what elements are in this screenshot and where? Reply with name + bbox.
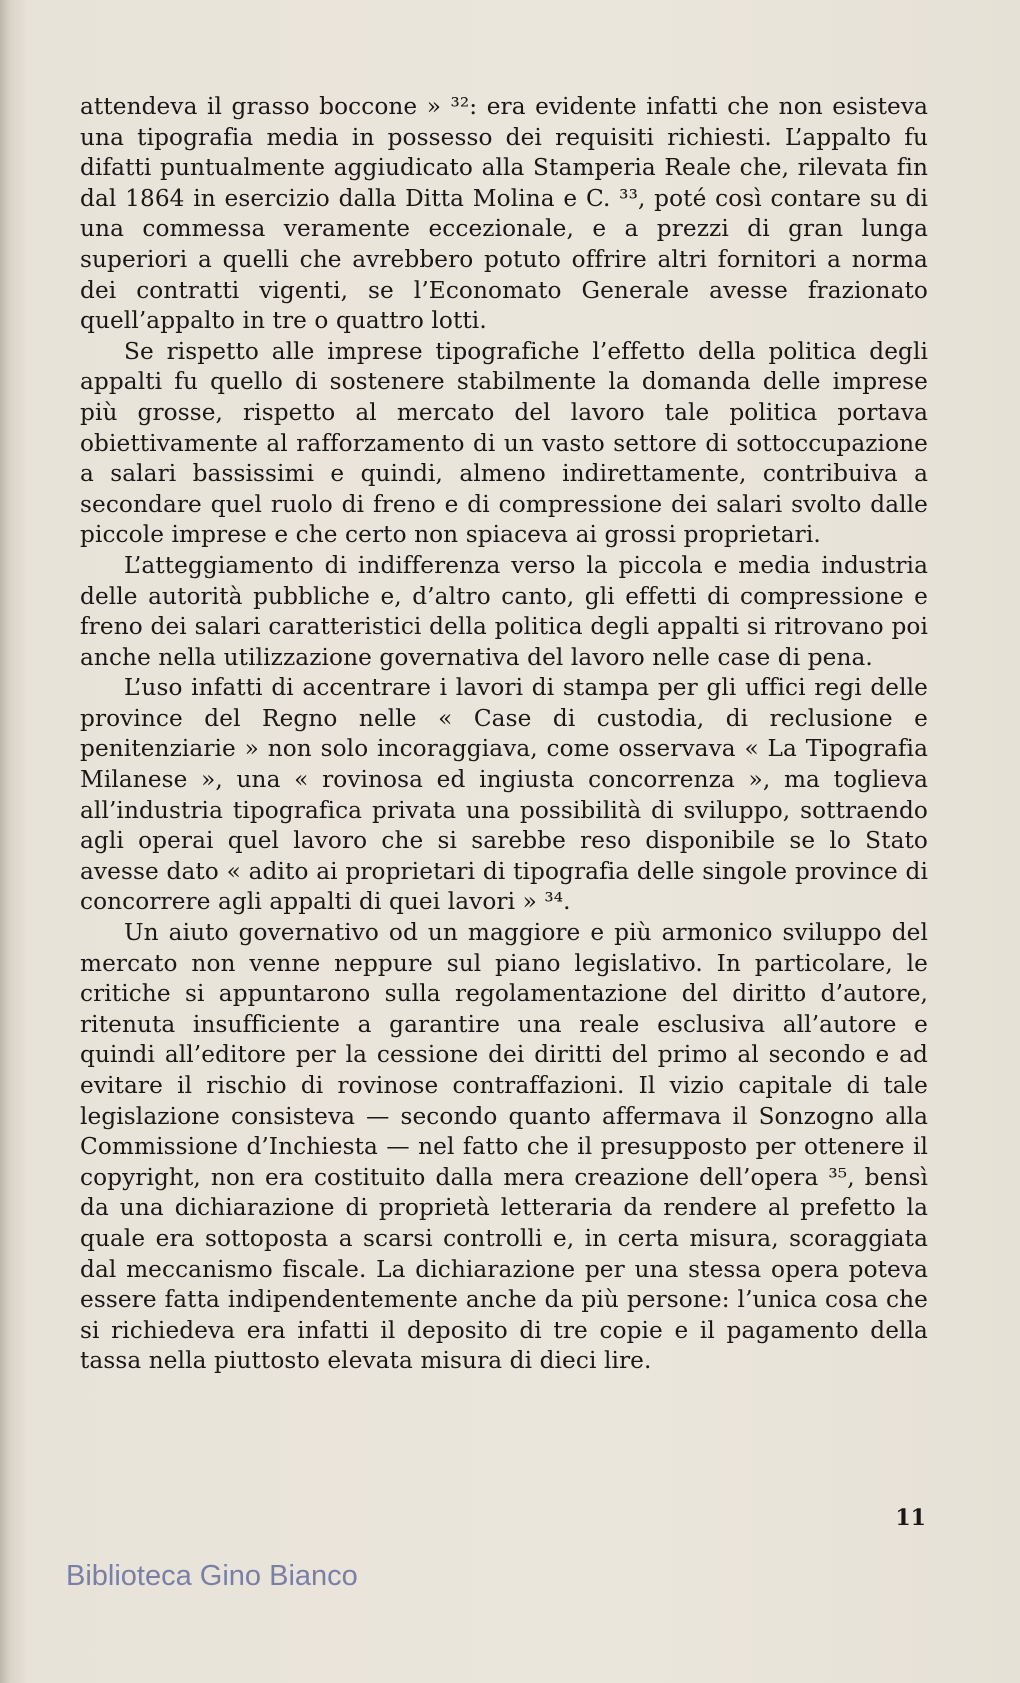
paragraph-5: Un aiuto governativo od un maggiore e più armonico sviluppo del mercato non venne neppure sul piano legislativo. In particolare, le critiche si appuntarono sulla regolamentazione del diritto d’autore, ritenuta insufficiente a garantire una reale esclusiva all’autore e quindi all’editore per la cessione dei diritti del primo al secondo e ad evitare il rischio di rovinose contraffazioni. Il vizio capitale di tale legislazione consisteva — secondo quanto affermava il Sonzogno alla Commissione d’Inchiesta — nel fatto che il presupposto per ottenere il copyright, non era costituito dalla mera creazione dell’opera ³⁵, bensì da una dichiarazione di proprietà letteraria da rendere al prefetto la quale era sottoposta a scarsi controlli e, in certa misura, scoraggiata dal meccanismo fiscale. La dichiarazione per una stessa opera poteva essere fatta indipendentemente anche da più persone: l’unica cosa che si richiedeva era infatti il deposito di tre copie e il pagamento della tassa nella piuttosto elevata misura di dieci lire. bbox=[80, 919, 928, 1375]
paragraph-2: Se rispetto alle imprese tipografiche l’effetto della politica degli appalti fu quello di sostenere stabilmente la domanda delle imprese più grosse, rispetto al mercato del lavoro tale politica portava obiettivamente al rafforzamento di un vasto settore di sottoccupazione a salari bassissimi e quindi, almeno indirettamente, contribuiva a secondare quel ruolo di freno e di compressione dei salari svolto dalle piccole imprese e che certo non spiaceva ai grossi proprietari. bbox=[80, 337, 928, 549]
paragraph-1: attendeva il grasso boccone » ³²: era evidente infatti che non esisteva una tipografia media in possesso dei requisiti richiesti. L’appalto fu difatti puntualmente aggiudicato alla Stamperia Reale che, rilevata fin dal 1864 in esercizio dalla Ditta Molina e C. ³³, poté così contare su di una commessa veramente eccezionale, e a prezzi di gran lunga superiori a quelli che avrebbero potuto offrire altri fornitori a norma dei contratti vigenti, se l’Economato Generale avesse frazionato quell’appalto in tre o quattro lotti. bbox=[80, 93, 928, 335]
page-number: 11 bbox=[895, 1505, 926, 1531]
library-watermark: Biblioteca Gino Bianco bbox=[66, 1560, 358, 1592]
paragraph-4: L’uso infatti di accentrare i lavori di stampa per gli uffici regi delle province del Regno nelle « Case di custodia, di reclusione e penitenziarie » non solo incoraggiava, come osservava « La Tipografia Milanese », una « rovinosa ed ingiusta concorrenza », ma toglieva all’industria tipografica privata una possibilità di sviluppo, sottraendo agli operai quel lavoro che si sarebbe reso disponibile se lo Stato avesse dato « adito ai proprietari di tipografia delle singole province di concorrere agli appalti di quei lavori » ³⁴. bbox=[80, 674, 928, 916]
body-text bbox=[80, 92, 928, 1377]
paragraph-3: L’atteggiamento di indifferenza verso la piccola e media industria delle autorità pubbliche e, d’altro canto, gli effetti di compressione e freno dei salari caratteristici della politica degli appalti si ritrovano poi anche nella utilizzazione governativa del lavoro nelle case di pena. bbox=[80, 551, 928, 671]
